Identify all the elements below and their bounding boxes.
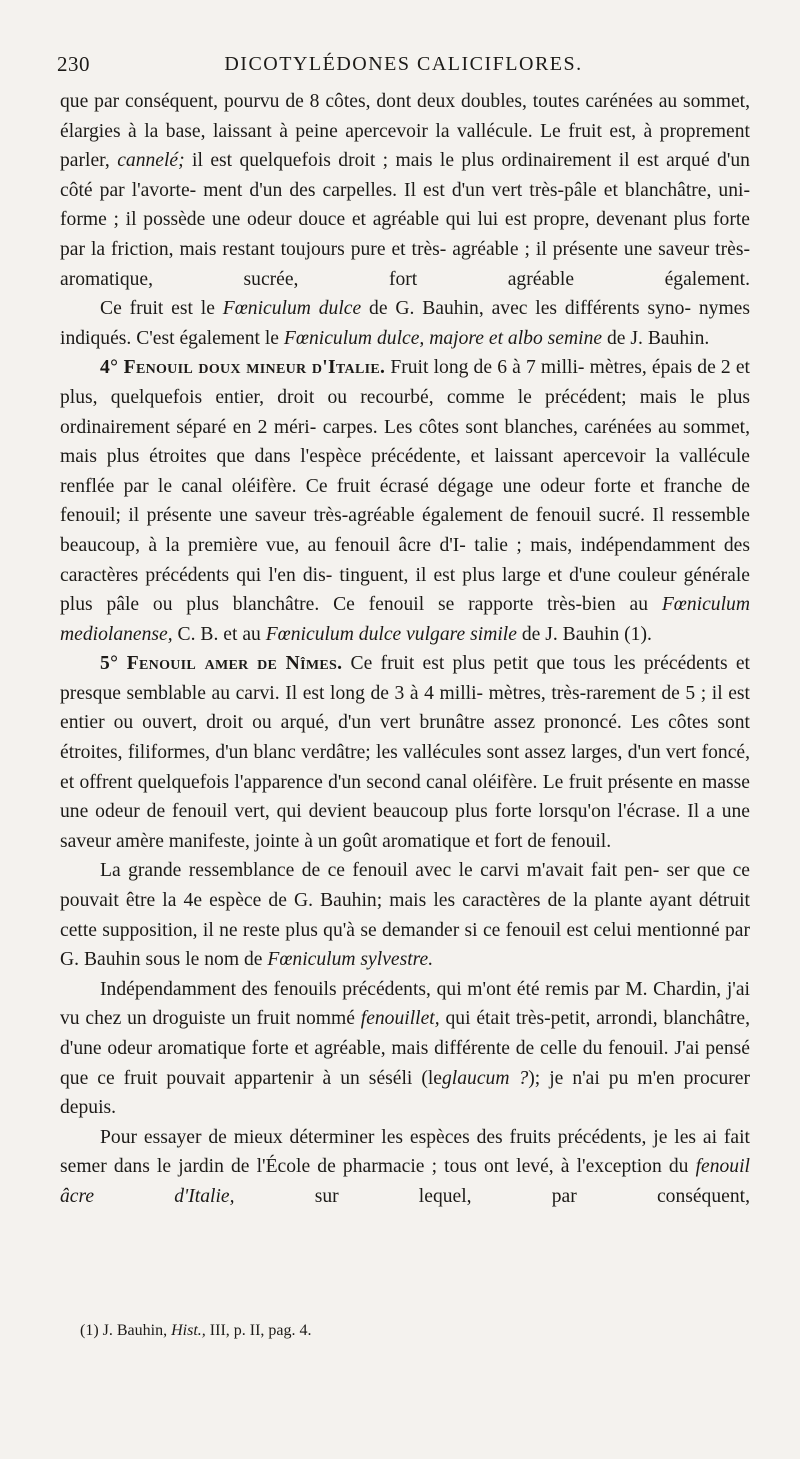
italic-term: fenouil âcre d'Italie, xyxy=(60,1156,750,1207)
text-line: Ce fruit est plus petit que tous les xyxy=(350,653,636,675)
text-line: forme ; il possède une odeur douce et agréable qui lui est propre, xyxy=(60,209,590,231)
text-line: qui xyxy=(445,1008,471,1030)
text-line: par le canal oléifère. Ce fruit écrasé dégage une odeur forte et franche xyxy=(123,475,723,497)
text-line: devenant plus forte par la friction, mais restant toujours pure et très- xyxy=(60,209,750,260)
text-line: Indépendamment des fenouils précédents, qui m'ont été remis par xyxy=(100,978,620,1000)
paragraph-7 xyxy=(60,1123,750,1212)
footnote-italic: Hist., xyxy=(171,1322,206,1339)
text-line: et offrent quelquefois l'apparence d'un second canal oléifère. Le fruit xyxy=(60,771,603,793)
text-line: comme le précédent; mais le plus ordinairement séparé en 2 méri- xyxy=(60,386,750,438)
text-line: Ce fruit est le xyxy=(100,298,215,320)
section-heading: 5° Fenouil amer de Nîmes. xyxy=(100,653,343,675)
text-line: de J. Bauhin (1). xyxy=(521,623,652,645)
paragraph-6 xyxy=(60,975,750,1123)
running-title: DICOTYLÉDONES CALICIFLORES. xyxy=(224,53,583,75)
text-line: sur lequel, par conséquent, xyxy=(314,1185,750,1207)
text-line: carénées au sommet, élargies à la base, laissant à peine apercevoir la xyxy=(60,91,750,142)
text-line: de J. Bauhin. xyxy=(607,327,710,349)
text-line: présente en masse une odeur de fenouil vert, qui devient beaucoup xyxy=(60,771,750,823)
italic-term: Fœniculum dulce, majore et albo xyxy=(283,327,543,349)
text-line: Pour essayer de mieux déterminer les espèces des fruits précédents, xyxy=(100,1126,647,1148)
footnote xyxy=(80,1320,740,1342)
text-line: que dans l'espèce précédente, et laissant apercevoir la vallécule renflée xyxy=(60,446,750,497)
text-line: je les ai fait semer dans le jardin de l'École de pharmacie ; tous ont xyxy=(60,1126,750,1178)
text-line: de G. Bauhin, avec les différents syno- xyxy=(369,298,691,320)
text-line: de la plante ayant détruit cette supposition, il ne reste plus qu'à se xyxy=(60,890,750,941)
text-line: La grande ressemblance de ce fenouil avec le carvi m'avait fait pen- xyxy=(100,860,660,882)
text-line: demander si ce fenouil est celui mentionné par G. Bauhin sous le nom xyxy=(60,919,750,971)
text-line: talie ; mais, indépendamment des caractères précédents qui l'en dis- xyxy=(60,534,750,586)
footnote-text: (1) J. Bauhin, xyxy=(80,1322,168,1339)
italic-term: fenouillet, xyxy=(360,1008,440,1030)
text-line: ment d'un des carpelles. Il est d'un vert très-pâle et blanchâtre, uni- xyxy=(203,179,750,201)
text-line: d'un blanc verdâtre; les vallécules sont assez larges, d'un vert foncé, xyxy=(215,742,751,764)
text-line: levé, à l'exception du xyxy=(516,1156,689,1178)
text-line: et agréable, mais différente de celle du fenouil. J'ai pensé que ce fruit xyxy=(60,1038,750,1089)
italic-term: semine xyxy=(547,327,603,349)
text-line: droit ; mais le plus ordinairement il est arqué d'un côté par l'avorte- xyxy=(60,150,750,201)
text-line: blanchâtre. Ce fenouil se rapporte très-bien au xyxy=(232,594,649,616)
text-line: Fruit long de 6 à 7 milli- xyxy=(390,357,585,379)
text-line: que par conséquent, pourvu de 8 côtes, dont deux doubles, toutes xyxy=(60,91,580,112)
page-body xyxy=(60,87,750,1212)
italic-term: cannelé; xyxy=(117,150,185,172)
text-line: carpes. Les côtes sont blanches, carénées au sommet, mais plus étroites xyxy=(60,416,750,468)
section-heading: 4° Fenouil doux mineur d'Italie. xyxy=(100,357,386,379)
text-line: de xyxy=(243,949,263,971)
text-line: sucré. Il ressemble beaucoup, à la première vue, au fenouil âcre d'I- xyxy=(60,505,750,556)
italic-term: glaucum ? xyxy=(442,1067,529,1089)
page-number: 230 xyxy=(57,52,90,76)
paragraph-5 xyxy=(60,856,750,974)
text-line: M. Chardin, j'ai vu chez un droguiste un fruit nommé xyxy=(60,978,750,1030)
text-line: également. xyxy=(664,268,750,290)
text-line: il est quelquefois xyxy=(192,150,331,172)
text-line: était très-petit, arrondi, blanchâtre, d'une odeur aromatique forte xyxy=(60,1008,750,1059)
text-line: mètres, très-rarement de 5 ; il est entier ou ouvert, droit ou arqué, xyxy=(60,682,750,734)
text-line: vallécule. Le fruit est, à proprement parler, xyxy=(60,120,750,172)
paragraph-2 xyxy=(60,294,750,353)
text-line: agréable ; il présente une saveur très-aromatique, sucrée, fort agréable xyxy=(60,238,750,290)
italic-term: Fœniculum dulce xyxy=(222,298,362,320)
text-line: tinguent, il est plus large et d'une couleur générale plus pâle ou plus xyxy=(60,564,750,616)
footnote-text: III, p. II, pag. 4. xyxy=(209,1322,312,1339)
italic-term: Fœniculum mediolanense, xyxy=(60,594,750,645)
text-line: mètres, épais de 2 et plus, quelquefois entier, droit ou recourbé, xyxy=(60,357,750,408)
italic-term: Fœniculum dulce vulgare simile xyxy=(265,623,517,645)
text-line: C. B. et au xyxy=(177,623,261,645)
italic-term: Fœniculum sylvestre. xyxy=(267,949,434,971)
text-line: d'un vert brunâtre assez prononcé. Les côtes sont étroites, filiformes, xyxy=(60,712,751,764)
text-line: ); je n'ai pu m'en procurer xyxy=(528,1067,750,1089)
text-line: ser que ce pouvait être la 4e espèce de G. Bauhin; mais les caractères xyxy=(60,860,751,912)
text-line: de fenouil; il présente une saveur très-agréable également de fenouil xyxy=(60,475,750,527)
text-line: plus forte lorsqu'on l'écrase. Il a une saveur amère manifeste, jointe à xyxy=(60,801,750,852)
text-line: pouvait appartenir à un séséli (le xyxy=(166,1067,442,1089)
text-line: depuis. xyxy=(60,1097,117,1119)
page-header xyxy=(55,52,752,82)
text-line: nymes indiqués. C'est également le xyxy=(60,298,750,349)
text-line: précédents et presque semblable au carvi. Il est long de 3 à 4 milli- xyxy=(60,653,750,704)
paragraph-3 xyxy=(60,353,750,649)
paragraph-1 xyxy=(60,87,750,294)
text-line: un goût aromatique et fort de fenouil. xyxy=(317,830,612,852)
paragraph-4 xyxy=(60,649,750,856)
